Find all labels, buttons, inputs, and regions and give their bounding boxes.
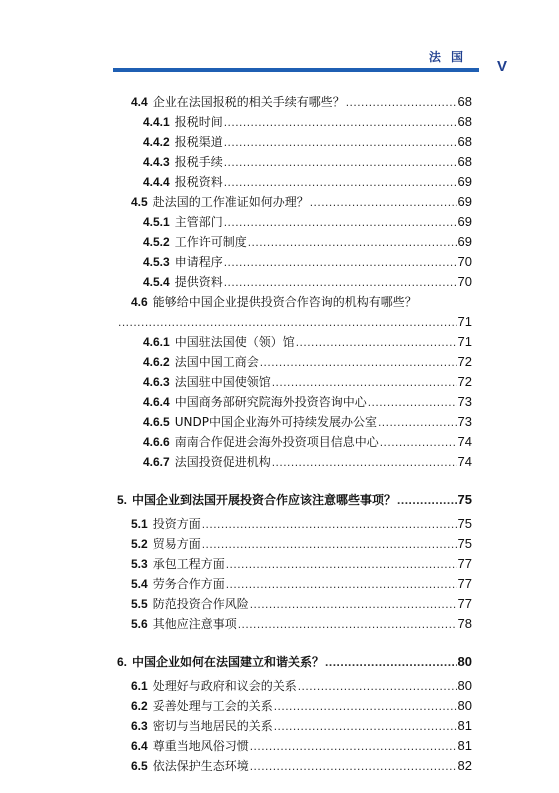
toc-title: 法国驻中国使领馆 bbox=[174, 375, 271, 389]
toc-title: 申请程序 bbox=[174, 255, 223, 269]
toc-entry[interactable] bbox=[117, 452, 472, 472]
toc-number: 5.5 bbox=[131, 597, 148, 611]
toc-title: 提供资料 bbox=[174, 275, 223, 289]
toc-number: 6.4 bbox=[131, 739, 148, 753]
toc-entry[interactable] bbox=[117, 676, 472, 696]
toc-title: 劳务合作方面 bbox=[152, 577, 225, 591]
toc-page: 74 bbox=[457, 434, 472, 449]
toc-chapter-entry[interactable] bbox=[117, 490, 472, 510]
dot-leader bbox=[274, 716, 457, 736]
toc-title: 中国企业如何在法国建立和谐关系？ bbox=[132, 655, 325, 669]
toc-entry[interactable] bbox=[117, 192, 472, 212]
dot-leader bbox=[226, 574, 457, 594]
toc-number: 5. bbox=[117, 493, 128, 507]
toc-title: 中国企业到法国开展投资合作应该注意哪些事项？ bbox=[132, 493, 397, 507]
toc-page: 80 bbox=[457, 678, 472, 693]
toc-title: 防范投资合作风险 bbox=[152, 597, 249, 611]
toc-number: 6.1 bbox=[131, 679, 148, 693]
toc-entry[interactable] bbox=[117, 392, 472, 412]
toc-title: 赴法国的工作准证如何办理？ bbox=[152, 195, 309, 209]
toc-number: 6.3 bbox=[131, 719, 148, 733]
toc-title: 法国投资促进机构 bbox=[174, 455, 271, 469]
toc-entry[interactable] bbox=[117, 696, 472, 716]
toc-number: 4.6.1 bbox=[143, 335, 170, 349]
toc-chapter-entry[interactable] bbox=[117, 652, 472, 672]
toc-entry[interactable] bbox=[117, 412, 472, 432]
toc-title: 承包工程方面 bbox=[152, 557, 225, 571]
dot-leader bbox=[310, 192, 457, 212]
toc-title: 尊重当地风俗习惯 bbox=[152, 739, 249, 753]
toc-entry[interactable] bbox=[117, 132, 472, 152]
dot-leader bbox=[224, 132, 457, 152]
toc-number: 4.4 bbox=[131, 95, 148, 109]
toc-page: 71 bbox=[457, 334, 472, 349]
toc-page: 80 bbox=[457, 654, 472, 669]
toc-page: 81 bbox=[457, 738, 472, 753]
toc-page: 69 bbox=[457, 174, 472, 189]
dot-leader bbox=[238, 614, 457, 634]
toc-number: 4.6 bbox=[131, 295, 148, 309]
toc-title: 贸易方面 bbox=[152, 537, 201, 551]
dot-leader bbox=[118, 312, 457, 332]
toc-number: 5.4 bbox=[131, 577, 148, 591]
section-gap bbox=[117, 634, 472, 652]
toc-entry[interactable] bbox=[117, 232, 472, 252]
toc-number: 4.4.3 bbox=[143, 155, 170, 169]
toc-entry[interactable] bbox=[117, 332, 472, 352]
toc-number: 5.3 bbox=[131, 557, 148, 571]
dot-leader bbox=[250, 756, 457, 776]
toc-page: 75 bbox=[457, 492, 472, 507]
toc-page: 69 bbox=[457, 194, 472, 209]
toc-page: 74 bbox=[457, 454, 472, 469]
toc-number: 4.6.6 bbox=[143, 435, 170, 449]
toc-title: 南南合作促进会海外投资项目信息中心 bbox=[174, 435, 379, 449]
toc-title: 中国驻法国使（领）馆 bbox=[174, 335, 295, 349]
toc-title: 主管部门 bbox=[174, 215, 223, 229]
toc-entry[interactable] bbox=[117, 574, 472, 594]
toc-title: 企业在法国报税的相关手续有哪些？ bbox=[152, 95, 345, 109]
toc-page: 82 bbox=[457, 758, 472, 773]
toc-number: 5.2 bbox=[131, 537, 148, 551]
toc-page: 77 bbox=[457, 556, 472, 571]
page-header bbox=[0, 0, 559, 80]
toc-title: 处理好与政府和议会的关系 bbox=[152, 679, 297, 693]
table-of-contents bbox=[117, 92, 472, 776]
toc-title: 工作许可制度 bbox=[174, 235, 247, 249]
toc-entry[interactable] bbox=[117, 212, 472, 232]
dot-leader bbox=[250, 594, 457, 614]
dot-leader bbox=[226, 554, 457, 574]
toc-page: 78 bbox=[457, 616, 472, 631]
toc-number: 4.6.2 bbox=[143, 355, 170, 369]
toc-page: 70 bbox=[457, 274, 472, 289]
toc-title: 妥善处理与工会的关系 bbox=[152, 699, 273, 713]
toc-number: 4.4.2 bbox=[143, 135, 170, 149]
toc-number: 4.6.7 bbox=[143, 455, 170, 469]
toc-title: 报税手续 bbox=[174, 155, 223, 169]
dot-leader bbox=[380, 432, 457, 452]
toc-entry[interactable] bbox=[117, 716, 472, 736]
toc-entry[interactable] bbox=[117, 432, 472, 452]
toc-title: 报税时间 bbox=[174, 115, 223, 129]
dot-leader bbox=[224, 172, 457, 192]
dot-leader bbox=[274, 696, 457, 716]
section-gap bbox=[117, 472, 472, 490]
toc-page: 69 bbox=[457, 234, 472, 249]
toc-entry[interactable] bbox=[117, 252, 472, 272]
dot-leader bbox=[202, 534, 457, 554]
toc-number: 4.4.4 bbox=[143, 175, 170, 189]
toc-number: 6.5 bbox=[131, 759, 148, 773]
toc-number: 4.4.1 bbox=[143, 115, 170, 129]
section-numeral: V bbox=[496, 58, 507, 75]
toc-entry[interactable] bbox=[117, 152, 472, 172]
dot-leader bbox=[272, 372, 457, 392]
toc-page: 70 bbox=[457, 254, 472, 269]
toc-number: 4.6.5 bbox=[143, 415, 170, 429]
toc-page: 72 bbox=[457, 354, 472, 369]
running-header-country: 法 国 bbox=[428, 50, 466, 64]
toc-page: 80 bbox=[457, 698, 472, 713]
toc-page: 68 bbox=[457, 154, 472, 169]
toc-page: 72 bbox=[457, 374, 472, 389]
dot-leader bbox=[224, 252, 457, 272]
toc-title: 其他应注意事项 bbox=[152, 617, 237, 631]
toc-title: 法国中国工商会 bbox=[174, 355, 259, 369]
toc-entry[interactable] bbox=[117, 112, 472, 132]
dot-leader bbox=[224, 112, 457, 132]
toc-title: UNDP中国企业海外可持续发展办公室 bbox=[174, 415, 377, 429]
toc-page: 77 bbox=[457, 576, 472, 591]
toc-entry[interactable] bbox=[117, 614, 472, 634]
dot-leader bbox=[272, 452, 457, 472]
toc-entry[interactable] bbox=[117, 172, 472, 192]
toc-number: 4.6.4 bbox=[143, 395, 170, 409]
toc-page: 68 bbox=[457, 134, 472, 149]
dot-leader bbox=[397, 490, 457, 510]
header-rule bbox=[113, 68, 479, 72]
toc-title: 中国商务部研究院海外投资咨询中心 bbox=[174, 395, 367, 409]
toc-page: 68 bbox=[457, 94, 472, 109]
toc-entry[interactable] bbox=[117, 372, 472, 392]
toc-title: 密切与当地居民的关系 bbox=[152, 719, 273, 733]
dot-leader bbox=[260, 352, 457, 372]
dot-leader bbox=[325, 652, 457, 672]
toc-entry[interactable] bbox=[117, 594, 472, 614]
toc-title: 能够给中国企业提供投资合作咨询的机构有哪些？ bbox=[152, 295, 417, 309]
toc-entry[interactable] bbox=[117, 756, 472, 776]
dot-leader bbox=[202, 514, 457, 534]
toc-entry[interactable] bbox=[117, 92, 472, 112]
dot-leader bbox=[298, 676, 457, 696]
dot-leader bbox=[250, 736, 457, 756]
toc-title: 依法保护生态环境 bbox=[152, 759, 249, 773]
toc-entry[interactable] bbox=[117, 514, 472, 534]
toc-entry[interactable] bbox=[117, 534, 472, 554]
toc-page: 77 bbox=[457, 596, 472, 611]
toc-page: 73 bbox=[457, 394, 472, 409]
toc-number: 5.6 bbox=[131, 617, 148, 631]
toc-number: 4.5.2 bbox=[143, 235, 170, 249]
toc-page: 75 bbox=[457, 516, 472, 531]
toc-page: 71 bbox=[457, 314, 472, 329]
toc-entry[interactable] bbox=[117, 272, 472, 292]
toc-number: 4.5.1 bbox=[143, 215, 170, 229]
dot-leader bbox=[224, 152, 457, 172]
toc-title: 投资方面 bbox=[152, 517, 201, 531]
toc-page: 69 bbox=[457, 214, 472, 229]
toc-entry-continuation[interactable] bbox=[117, 312, 472, 332]
toc-number: 5.1 bbox=[131, 517, 148, 531]
dot-leader bbox=[378, 412, 457, 432]
toc-number: 4.5 bbox=[131, 195, 148, 209]
toc-number: 4.6.3 bbox=[143, 375, 170, 389]
toc-number: 4.5.3 bbox=[143, 255, 170, 269]
toc-page: 81 bbox=[457, 718, 472, 733]
dot-leader bbox=[224, 272, 457, 292]
toc-entry[interactable] bbox=[117, 292, 472, 312]
toc-number: 6. bbox=[117, 655, 128, 669]
toc-entry[interactable] bbox=[117, 554, 472, 574]
toc-entry[interactable] bbox=[117, 736, 472, 756]
dot-leader bbox=[296, 332, 457, 352]
dot-leader bbox=[346, 92, 457, 112]
toc-title: 报税渠道 bbox=[174, 135, 223, 149]
toc-page: 68 bbox=[457, 114, 472, 129]
toc-number: 6.2 bbox=[131, 699, 148, 713]
toc-page: 75 bbox=[457, 536, 472, 551]
toc-number: 4.5.4 bbox=[143, 275, 170, 289]
toc-page: 73 bbox=[457, 414, 472, 429]
dot-leader bbox=[368, 392, 457, 412]
dot-leader bbox=[224, 212, 457, 232]
toc-title: 报税资料 bbox=[174, 175, 223, 189]
dot-leader bbox=[248, 232, 457, 252]
toc-entry[interactable] bbox=[117, 352, 472, 372]
